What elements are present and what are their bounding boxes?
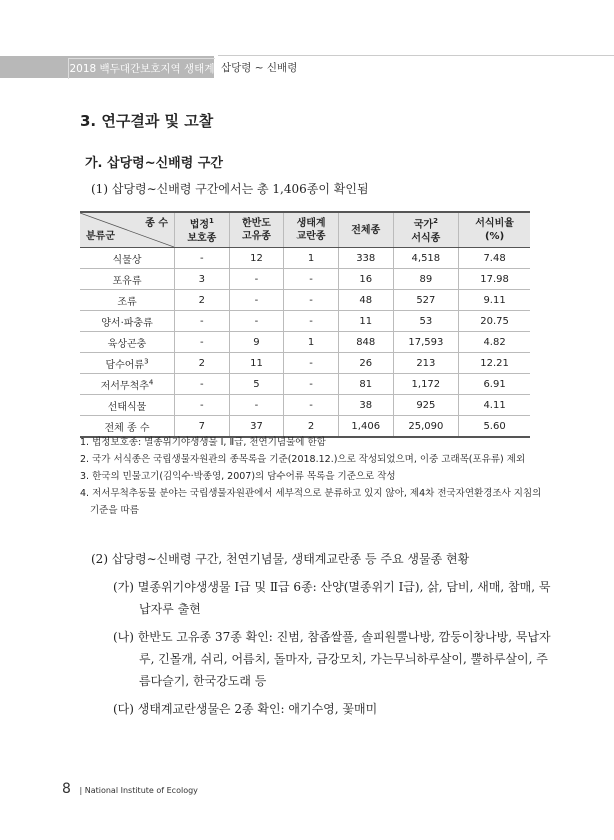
value-cell: - [175, 374, 230, 395]
column-header [338, 212, 393, 248]
heading-1: 3. 연구결과 및 고찰 [80, 112, 214, 130]
footnote-marker: 4 [148, 378, 154, 387]
paragraph-1: (1) 삽당령∼신배령 구간에서는 총 1,406종이 확인됨 [91, 182, 369, 196]
value-cell: - [175, 311, 230, 332]
table-row [80, 395, 530, 416]
column-header-line1: 전체종 [351, 224, 381, 236]
corner-top: 종 수 [145, 218, 168, 229]
taxon-cell [80, 269, 175, 290]
taxon-name: 포유류 [112, 275, 142, 287]
table-row [80, 311, 530, 332]
taxon-cell [80, 311, 175, 332]
value-cell: 4.11 [459, 395, 530, 416]
column-header [229, 212, 284, 248]
note-continuation: 기준을 따름 [90, 505, 139, 516]
value-cell: - [284, 395, 339, 416]
taxon-name: 조류 [117, 296, 137, 308]
column-header-line1: 서식비율 [475, 218, 514, 229]
value-cell: 2 [175, 353, 230, 374]
value-cell: 89 [393, 269, 459, 290]
table-notes [80, 434, 550, 519]
taxon-name: 식물상 [112, 254, 142, 266]
column-header-line2: 고유종 [241, 231, 271, 242]
value-cell: 11 [229, 353, 284, 374]
taxon-name: 전체 종 수 [104, 422, 150, 434]
value-cell: 1,172 [393, 374, 459, 395]
value-cell: 4.82 [459, 332, 530, 353]
value-cell: 7 [175, 416, 230, 438]
value-cell: 213 [393, 353, 459, 374]
value-cell: - [284, 374, 339, 395]
section-2-title: (2) 삽당령∼신배령 구간, 천연기념물, 생태계교란종 등 주요 생물종 현황 [91, 552, 470, 566]
value-cell: 25,090 [393, 416, 459, 438]
value-cell: 16 [338, 269, 393, 290]
column-header-line1: 국가 [413, 219, 434, 231]
value-cell: 81 [338, 374, 393, 395]
value-cell: 7.48 [459, 248, 530, 269]
column-header [393, 212, 459, 248]
value-cell: - [284, 311, 339, 332]
value-cell: - [229, 395, 284, 416]
taxon-cell [80, 374, 175, 395]
taxon-cell [80, 248, 175, 269]
column-header-line2: (%) [484, 231, 505, 242]
section-2 [91, 548, 551, 720]
value-cell: 4,518 [393, 248, 459, 269]
list-item: (가) 멸종위기야생생물 Ⅰ급 및 Ⅱ급 6종: 산양(멸종위기 Ⅰ급), 삵, 담비, 새매, 참매, 묵납자루 출현 [113, 580, 551, 616]
note: 2. 국가 서식종은 국립생물자원관의 종목록을 기준(2018.12.)으로 작성되었으며, 이중 고래목(포유류) 제외 [80, 454, 526, 465]
column-header [459, 212, 530, 248]
value-cell: 2 [175, 290, 230, 311]
table-row [80, 374, 530, 395]
value-cell: 38 [338, 395, 393, 416]
taxon-name: 양서·파충류 [101, 317, 153, 329]
value-cell: 26 [338, 353, 393, 374]
value-cell: - [284, 269, 339, 290]
value-cell: 53 [393, 311, 459, 332]
taxon-cell [80, 290, 175, 311]
value-cell: - [229, 290, 284, 311]
value-cell: 3 [175, 269, 230, 290]
value-cell: - [284, 290, 339, 311]
value-cell: - [284, 353, 339, 374]
column-header-line1: 한반도 [241, 218, 271, 229]
page-number: 8 [62, 781, 71, 797]
column-header-line1: 생태계 [296, 218, 326, 229]
value-cell: 527 [393, 290, 459, 311]
table-header-row [80, 212, 530, 248]
value-cell: 11 [338, 311, 393, 332]
column-header-line2: 보호종 [187, 232, 217, 244]
value-cell: 12 [229, 248, 284, 269]
value-cell: 1,406 [338, 416, 393, 438]
footer-separator: | [79, 786, 83, 795]
column-header-line2: 서식종 [411, 232, 441, 244]
value-cell: 48 [338, 290, 393, 311]
footnote-marker: 1 [209, 217, 214, 226]
value-cell: 338 [338, 248, 393, 269]
note: 3. 한국의 민물고기(김익수·박종영, 2007)의 담수어류 목록을 기준으로 작성 [80, 471, 396, 482]
value-cell: - [175, 332, 230, 353]
table-row [80, 353, 530, 374]
taxon-name: 육상곤충 [107, 338, 147, 350]
taxon-name: 담수어류 [105, 359, 145, 371]
heading-2: 가. 삽당령~신배령 구간 [85, 156, 223, 171]
table-row [80, 332, 530, 353]
value-cell: 9 [229, 332, 284, 353]
table-row [80, 290, 530, 311]
taxon-cell [80, 332, 175, 353]
list-item: (나) 한반도 고유종 37종 확인: 진범, 참좁쌀풀, 솔피원뿔나방, 깜둥이창나방, 묵납자루, 긴몰개, 쉬리, 어름치, 돌마자, 금강모치, 가는무늬하루살이, 뿔하루살이, 주름다슬기, 한국강도래 등 [113, 630, 551, 688]
value-cell: 17,593 [393, 332, 459, 353]
value-cell: 1 [284, 332, 339, 353]
list-item: (다) 생태계교란생물은 2종 확인: 애기수영, 꽃매미 [113, 702, 378, 716]
table-row [80, 248, 530, 269]
header-series-title: 2018 백두대간보호지역 생태계 조사 [68, 58, 215, 79]
value-cell: 5.60 [459, 416, 530, 438]
footer [62, 781, 198, 797]
footnote-marker: 2 [433, 217, 438, 226]
value-cell: 12.21 [459, 353, 530, 374]
column-header-line2: 교란종 [296, 231, 326, 242]
value-cell: - [175, 395, 230, 416]
value-cell: 37 [229, 416, 284, 438]
header-section: 삽당령 ~ 신배령 [221, 62, 298, 74]
value-cell: 17.98 [459, 269, 530, 290]
value-cell: 848 [338, 332, 393, 353]
taxon-name: 선태식물 [107, 401, 147, 413]
value-cell: 9.11 [459, 290, 530, 311]
value-cell: 20.75 [459, 311, 530, 332]
value-cell: 2 [284, 416, 339, 438]
value-cell: - [229, 269, 284, 290]
column-header [284, 212, 339, 248]
value-cell: - [175, 248, 230, 269]
value-cell: 1 [284, 248, 339, 269]
footer-org: National Institute of Ecology [84, 786, 198, 795]
corner-bottom: 분류군 [86, 231, 115, 242]
corner-header [80, 212, 175, 248]
column-header-line1: 법정 [189, 219, 210, 231]
taxon-cell [80, 395, 175, 416]
taxon-name: 저서무척추 [100, 380, 149, 392]
value-cell: 6.91 [459, 374, 530, 395]
value-cell: 5 [229, 374, 284, 395]
taxon-cell [80, 353, 175, 374]
table-row [80, 269, 530, 290]
value-cell: - [229, 311, 284, 332]
column-header [175, 212, 230, 248]
note: 1. 법정보호종: 멸종위기야생생물 Ⅰ, Ⅱ급, 천연기념물에 한함 [80, 437, 326, 448]
footnote-marker: 3 [144, 357, 149, 366]
value-cell: 925 [393, 395, 459, 416]
species-table [80, 211, 530, 438]
header-divider [218, 55, 614, 56]
note: 4. 저서무척추동물 분야는 국립생물자원관에서 세부적으로 분류하고 있지 않아, 제4차 전국자연환경조사 지침의 [80, 488, 542, 499]
